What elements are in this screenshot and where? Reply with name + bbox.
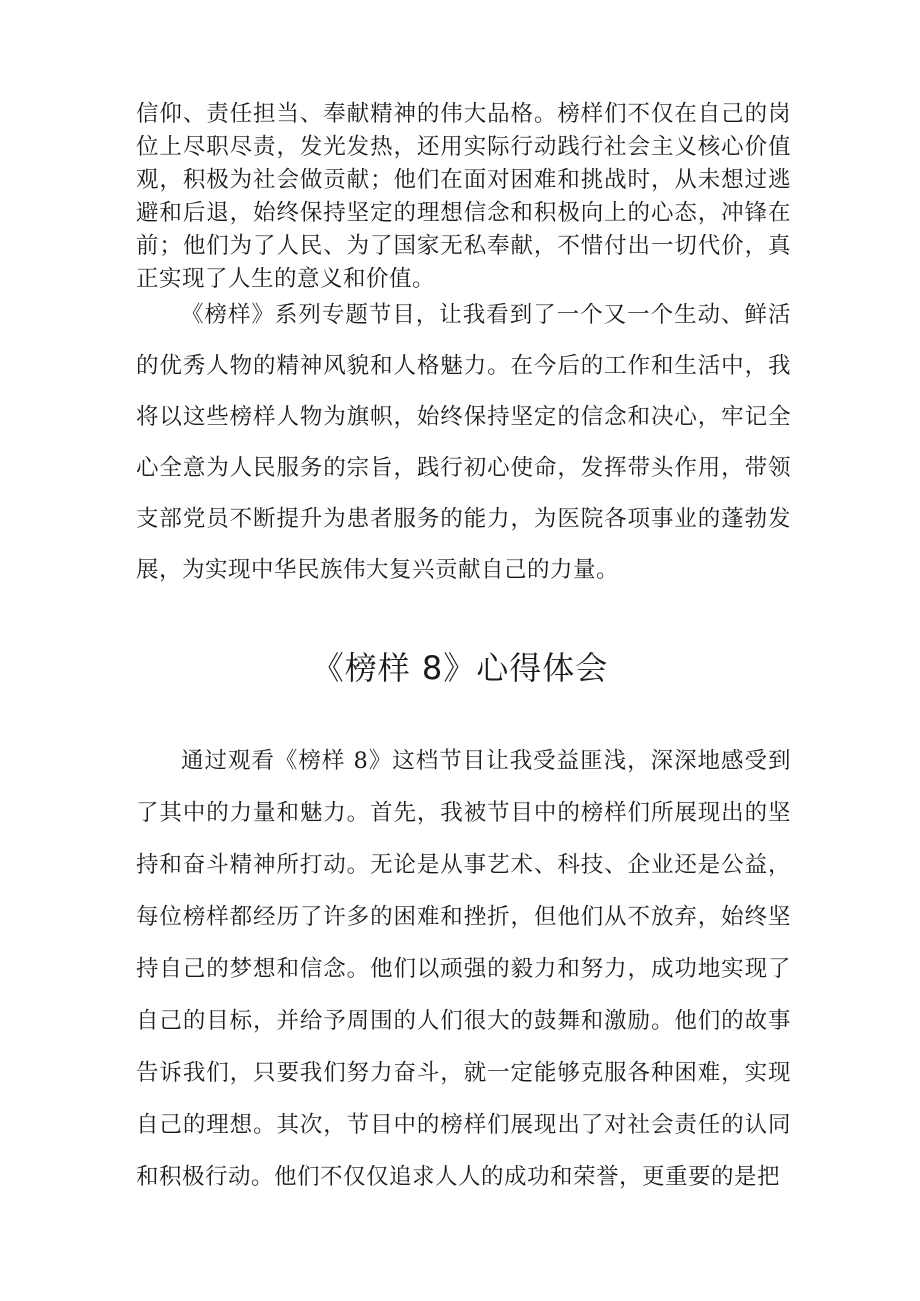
paragraph-continued: 信仰、责任担当、奉献精神的伟大品格。榜样们不仅在自己的岗位上尽职尽责，发光发热，还用实际行动践行社会主义核心价值观，积极为社会做贡献；他们在面对困难和挑战时，从未想过逃避和后退，始终保持坚定的理想信念和积极向上的心态，冲锋在前；他们为了人民、为了国家无私奉献，不惜付出一切代价，真正实现了人生的意义和价值。 [136, 101, 791, 292]
paragraph-reflection: 《榜样》系列专题节目，让我看到了一个又一个生动、鲜活的优秀人物的精神风貌和人格魅力。在今后的工作和生活中，我将以这些榜样人物为旗帜，始终保持坚定的信念和决心，牢记全心全意为人民服务的宗旨，践行初心使命，发挥带头作用，带领支部党员不断提升为患者服务的能力，为医院各项事业的蓬勃发展，为实现中华民族伟大复兴贡献自己的力量。 [136, 302, 791, 583]
paragraph-section-body: 通过观看《榜样 8》这档节目让我受益匪浅，深深地感受到了其中的力量和魅力。首先，我被节目中的榜样们所展现出的坚持和奋斗精神所打动。无论是从事艺术、科技、企业还是公益，每位榜样都经历了许多的困难和挫折，但他们从不放弃，始终坚持自己的梦想和信念。他们以顽强的毅力和努力，成功地实现了自己的目标，并给予周围的人们很大的鼓舞和激励。他们的故事告诉我们，只要我们努力奋斗，就一定能够克服各种困难，实现自己的理想。其次，节目中的榜样们展现出了对社会责任的认同和积极行动。他们不仅仅追求人人的成功和荣誉，更重要的是把 [136, 748, 791, 1190]
section-title: 《榜样 8》心得体会 [311, 649, 609, 687]
